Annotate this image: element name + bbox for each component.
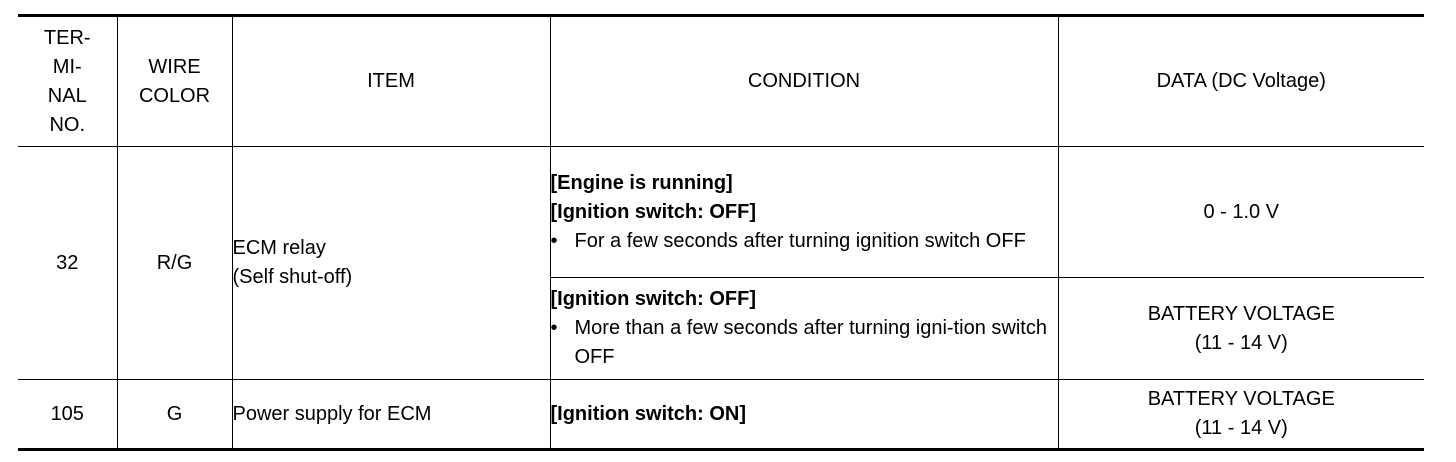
header-condition: CONDITION xyxy=(550,16,1058,147)
bullet-icon: • xyxy=(550,317,558,339)
condition-cell xyxy=(550,380,1058,450)
header-item: ITEM xyxy=(232,16,550,147)
header-terminal-line: NAL xyxy=(47,84,87,107)
condition-bullet xyxy=(551,227,1058,256)
header-row xyxy=(18,16,1424,147)
data-cell xyxy=(1058,380,1424,450)
terminal-number-cell: 105 xyxy=(18,380,117,450)
wire-color-cell: G xyxy=(117,380,232,450)
item-line: Power supply for ECM xyxy=(232,402,432,425)
header-terminal-line: NO. xyxy=(49,113,86,136)
data-cell xyxy=(1058,278,1424,380)
wire-color-cell: R/G xyxy=(117,147,232,380)
condition-bullet-text: More than a few seconds after turning igni-tion switch OFF xyxy=(574,317,1047,368)
item-cell xyxy=(232,380,550,450)
condition-bold-line: [Engine is running] xyxy=(550,171,733,194)
header-terminal-line: TER- xyxy=(43,26,91,49)
data-line: BATTERY VOLTAGE xyxy=(1147,388,1335,410)
header-wire-color xyxy=(117,16,232,147)
condition-bold-line: [Ignition switch: OFF] xyxy=(550,200,757,223)
condition-bold-line: [Ignition switch: OFF] xyxy=(550,288,757,310)
header-wire-line: COLOR xyxy=(138,84,211,107)
data-line: 0 - 1.0 V xyxy=(1203,200,1280,223)
header-terminal-no xyxy=(18,16,117,147)
item-line: ECM relay xyxy=(232,237,326,259)
data-cell xyxy=(1058,147,1424,278)
condition-bullet-text: For a few seconds after turning ignition switch OFF xyxy=(574,229,1026,252)
condition-bullet xyxy=(551,314,1058,372)
terminal-number-cell: 32 xyxy=(18,147,117,380)
table-row xyxy=(18,380,1424,450)
header-terminal-line: MI- xyxy=(52,55,82,78)
item-line: (Self shut-off) xyxy=(232,266,353,288)
condition-cell xyxy=(550,278,1058,380)
item-cell xyxy=(232,147,550,380)
data-line: BATTERY VOLTAGE xyxy=(1147,302,1335,325)
header-wire-line: WIRE xyxy=(148,55,201,78)
terminal-spec-table xyxy=(18,14,1424,451)
header-data: DATA (DC Voltage) xyxy=(1058,16,1424,147)
condition-bold-line: [Ignition switch: ON] xyxy=(550,402,747,425)
data-line: (11 - 14 V) xyxy=(1194,417,1288,439)
data-line: (11 - 14 V) xyxy=(1194,331,1288,354)
bullet-icon: • xyxy=(550,229,558,252)
condition-cell xyxy=(550,147,1058,278)
table-row xyxy=(18,147,1424,278)
